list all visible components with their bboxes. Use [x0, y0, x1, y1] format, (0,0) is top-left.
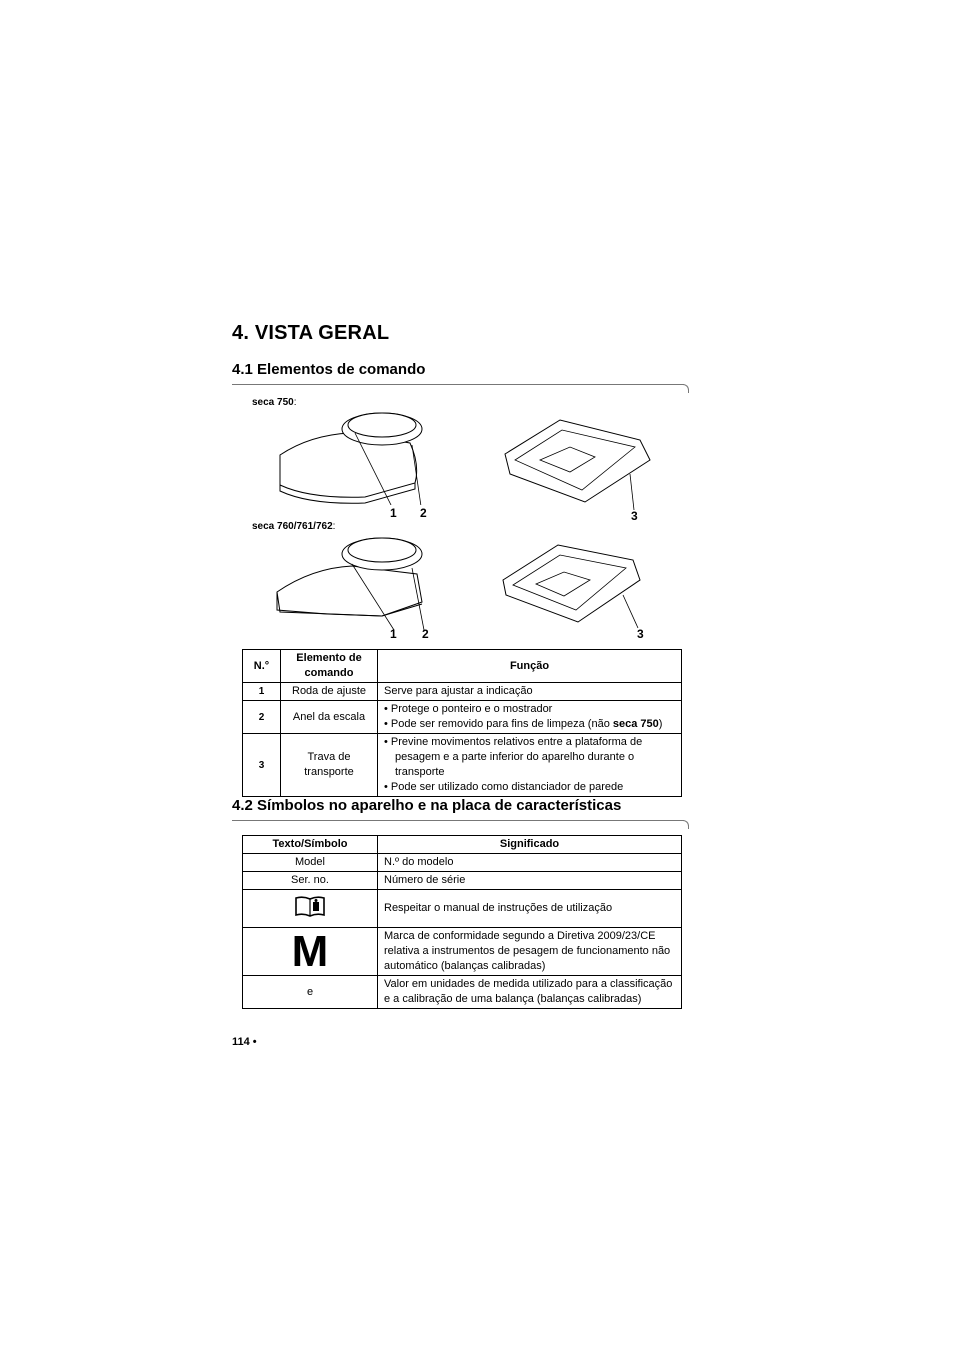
table-row: [243, 928, 682, 976]
page-number: 114 •: [232, 1036, 257, 1048]
header-num: N.°: [243, 650, 281, 683]
row-function: [378, 734, 682, 797]
callout-1: 1: [390, 506, 397, 520]
header-function: Função: [378, 650, 682, 683]
section-rule-end: [682, 384, 689, 393]
bullet-item: • Protege o ponteiro e o mostrador: [384, 702, 675, 717]
callout-3: 3: [631, 509, 638, 523]
row-meaning: Respeitar o manual de instruções de utilização: [378, 890, 682, 928]
table-header-row: [243, 650, 682, 683]
row-symbol: [243, 928, 378, 976]
row-meaning: N.º do modelo: [378, 854, 682, 872]
row-symbol: [243, 890, 378, 928]
callout-2: 2: [420, 506, 427, 520]
scale-750-bottom-illustration: [500, 412, 660, 512]
table-header-row: [243, 836, 682, 854]
callout-2: 2: [422, 627, 429, 641]
table-row: [243, 701, 682, 734]
section-rule-end: [682, 820, 689, 829]
row-meaning: Número de série: [378, 872, 682, 890]
row-element: Trava de transporte: [281, 734, 378, 797]
manual-book-icon: [294, 895, 326, 917]
scale-760-top-illustration: [272, 532, 432, 632]
chapter-title: 4. VISTA GERAL: [232, 322, 390, 344]
figure-label-seca-760: seca 760/761/762:: [252, 521, 336, 532]
row-symbol: e: [243, 976, 378, 1009]
row-symbol: Model: [243, 854, 378, 872]
callout-1: 1: [390, 627, 397, 641]
figure-label-seca-750: seca 750:: [252, 397, 297, 408]
bullet-item: • Pode ser utilizado como distanciador de parede: [384, 780, 675, 795]
table-row: [243, 872, 682, 890]
row-num: 1: [243, 683, 281, 701]
row-num: 3: [243, 734, 281, 797]
callout-3: 3: [637, 627, 644, 641]
table-row: [243, 854, 682, 872]
scale-750-top-illustration: [270, 405, 430, 505]
metrology-m-mark: M: [291, 926, 329, 976]
row-meaning: Marca de conformidade segundo a Diretiva 2009/23/CE relativa a instrumentos de pesagem de funcionamento não automático (balanças calibradas): [378, 928, 682, 976]
bullet-item: • Pode ser removido para fins de limpeza (não seca 750): [384, 717, 675, 732]
row-element: Anel da escala: [281, 701, 378, 734]
table-row: [243, 890, 682, 928]
row-symbol: Ser. no.: [243, 872, 378, 890]
bullet-item: • Previne movimentos relativos entre a plataforma de pesagem e a parte inferior do aparelho durante o transporte: [384, 735, 675, 780]
controls-table: [242, 649, 682, 797]
row-function: [378, 701, 682, 734]
section-title-4-2: 4.2 Símbolos no aparelho e na placa de características: [232, 797, 622, 814]
header-element: Elemento de comando: [281, 650, 378, 683]
symbols-table: [242, 835, 682, 1009]
scale-760-bottom-illustration: [498, 540, 658, 630]
row-meaning: Valor em unidades de medida utilizado para a classificação e a calibração de uma balança (balanças calibradas): [378, 976, 682, 1009]
table-row: [243, 734, 682, 797]
header-meaning: Significado: [378, 836, 682, 854]
section-title-4-1: 4.1 Elementos de comando: [232, 361, 426, 378]
table-row: [243, 976, 682, 1009]
header-symbol: Texto/Símbolo: [243, 836, 378, 854]
row-function: Serve para ajustar a indicação: [378, 683, 682, 701]
section-rule: [232, 384, 684, 385]
row-num: 2: [243, 701, 281, 734]
section-rule: [232, 820, 684, 821]
table-row: [243, 683, 682, 701]
row-element: Roda de ajuste: [281, 683, 378, 701]
